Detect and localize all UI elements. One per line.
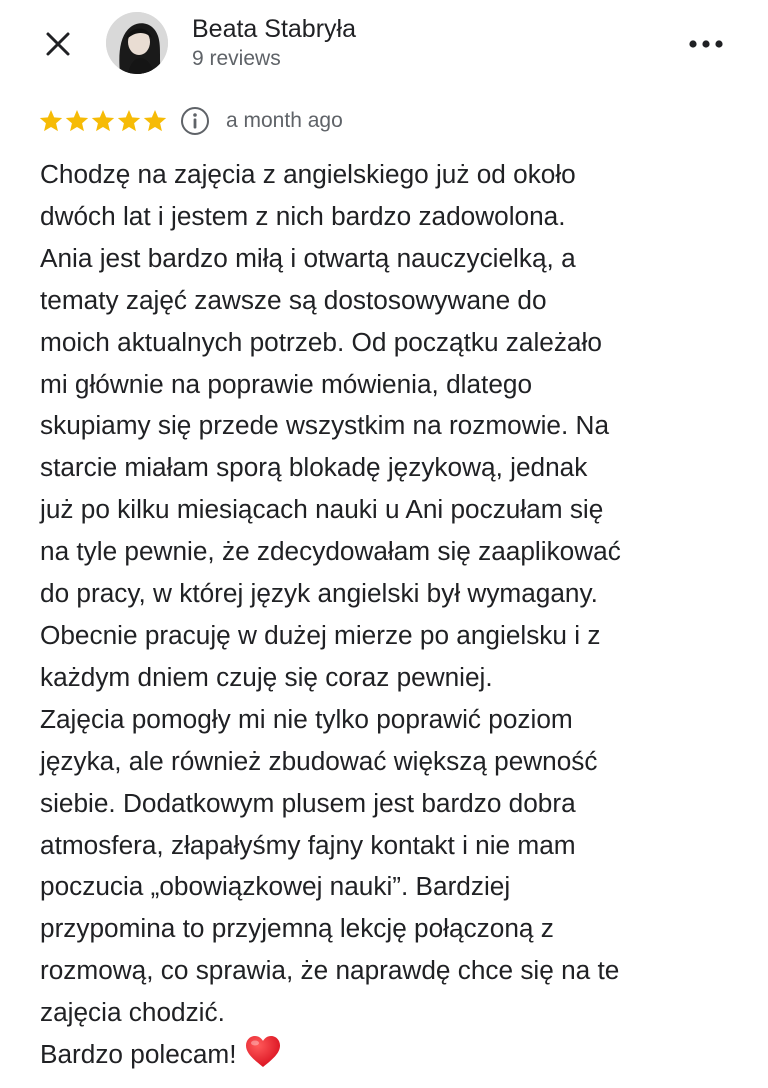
info-icon — [180, 106, 210, 136]
star-rating — [38, 108, 168, 134]
red-heart-icon — [245, 1035, 281, 1069]
review-count: 9 reviews — [192, 47, 281, 70]
reviewer-name[interactable]: Beata Stabryła — [192, 15, 356, 43]
avatar-photo — [106, 12, 168, 74]
more-options-icon — [688, 39, 724, 49]
star-icon — [142, 108, 168, 134]
review-header — [0, 0, 768, 90]
star-icon — [116, 108, 142, 134]
review-text — [40, 154, 740, 1076]
star-icon — [38, 108, 64, 134]
review-body: Chodzę na zajęcia z angielskiego już od około dwóch lat i jestem z nich bardzo zadowolona. Ania jest bardzo miłą i otwartą nauczycielką, a tematy zajęć zawsze są dostosowywane do moich aktualnych potrzeb. Od początku zależało mi głównie na poprawie mówienia, dlatego skupiamy się przede wszystkim na rozmowie. Na starcie miałam sporą blokadę językową, jednak już po kilku miesiącach nauki u Ani poczułam się na tyle pewnie, że zdecydowałam się zaaplikować do pracy, w której język angielski był wymagany. Obecnie pracuję w dużej mierze po angielsku i z każdym dniem czuję się coraz pewniej. Zajęcia pomogły mi nie tylko poprawić poziom języka, ale również zbudować większą pewność siebie. Dodatkowym plusem jest bardzo dobra atmosfera, złapałyśmy fajny kontakt i nie mam poczucia „obowiązkowej nauki”. Bardziej przypomina to przyjemną lekcję połączoną z rozmową, co sprawia, że naprawdę chce się na te zajęcia chodzić. Bardzo polecam! — [40, 159, 621, 1070]
close-button[interactable] — [40, 26, 76, 62]
rating-row — [38, 104, 343, 138]
more-options-button[interactable] — [684, 28, 728, 60]
info-button[interactable] — [180, 106, 210, 136]
close-icon — [45, 31, 71, 57]
avatar[interactable] — [106, 12, 168, 74]
star-icon — [64, 108, 90, 134]
star-icon — [90, 108, 116, 134]
review-date: a month ago — [226, 109, 343, 132]
